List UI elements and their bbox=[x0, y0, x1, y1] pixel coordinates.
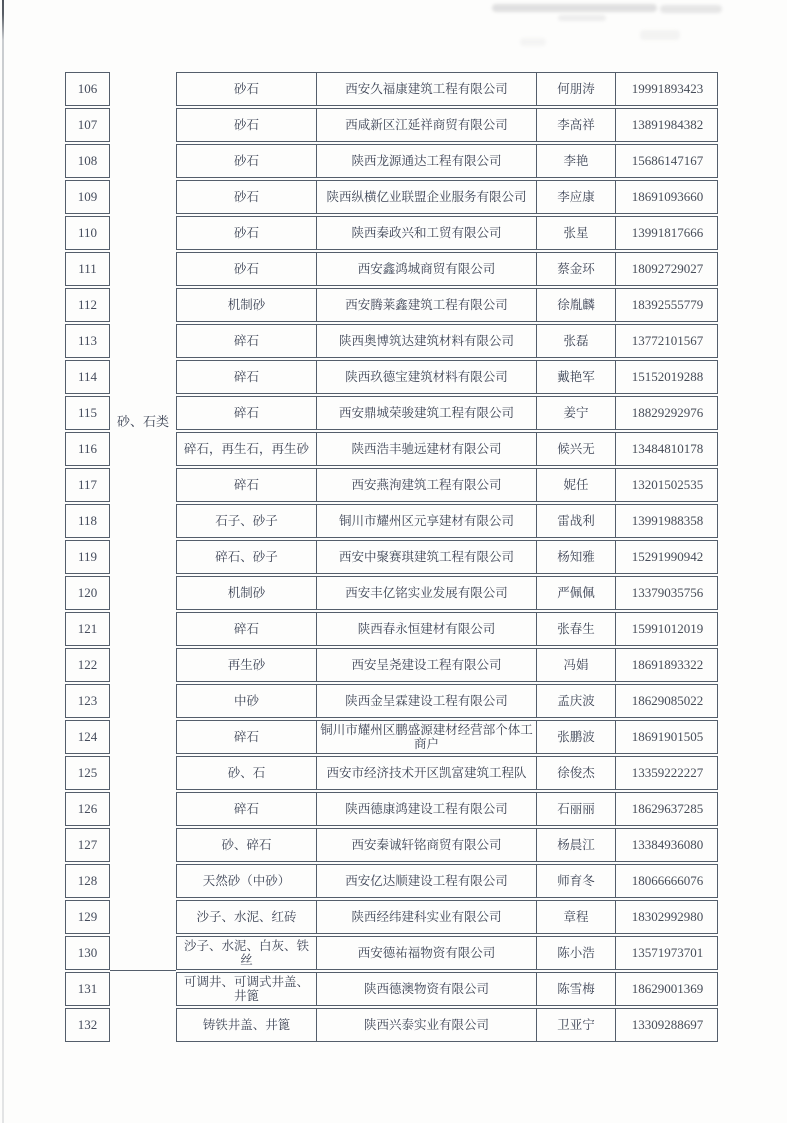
company-cell: 西安腾莱鑫建筑工程有限公司 bbox=[316, 289, 536, 321]
material-cell: 石子、砂子 bbox=[215, 514, 278, 528]
contact-cell: 张鹏波 bbox=[536, 721, 615, 753]
phone-cell: 18066666076 bbox=[615, 865, 719, 897]
phone-cell: 13359222227 bbox=[615, 757, 719, 789]
phone-cell: 13201502535 bbox=[615, 469, 719, 501]
row-number-column bbox=[65, 72, 110, 1042]
row-number-cell: 120 bbox=[65, 576, 110, 610]
row-number-cell: 119 bbox=[65, 540, 110, 574]
phone-cell: 13384936080 bbox=[615, 829, 719, 861]
material-cell: 碎石 bbox=[233, 478, 259, 492]
material-cell: 沙子、水泥、红砖 bbox=[196, 910, 297, 924]
company-cell: 铜川市耀州区鹏盛源建材经营部个体工商户 bbox=[316, 721, 536, 753]
company-cell: 西安久福康建筑工程有限公司 bbox=[316, 73, 536, 105]
company-cell: 西安鑫鸿城商贸有限公司 bbox=[316, 253, 536, 285]
table-row bbox=[176, 540, 718, 574]
company-cell: 陕西奥博筑达建筑材料有限公司 bbox=[316, 325, 536, 357]
category-column bbox=[110, 72, 176, 1042]
row-number-cell: 112 bbox=[65, 288, 110, 322]
phone-cell: 15291990942 bbox=[615, 541, 719, 573]
contact-cell: 严佩佩 bbox=[536, 577, 615, 609]
phone-cell: 13484810178 bbox=[615, 433, 719, 465]
phone-cell: 18829292976 bbox=[615, 397, 719, 429]
phone-cell: 13571973701 bbox=[615, 937, 719, 969]
table-row bbox=[176, 972, 718, 1006]
company-cell: 陕西兴泰实业有限公司 bbox=[316, 1009, 536, 1041]
row-number-cell: 123 bbox=[65, 684, 110, 718]
category-cell-divider bbox=[110, 970, 176, 971]
scan-artifact-left-edge bbox=[2, 0, 4, 1123]
phone-cell: 18092729027 bbox=[615, 253, 719, 285]
phone-cell: 18392555779 bbox=[615, 289, 719, 321]
phone-cell: 18691901505 bbox=[615, 721, 719, 753]
table-row bbox=[176, 648, 718, 682]
material-cell: 中砂 bbox=[233, 694, 259, 708]
company-cell: 陕西德康鸿建设工程有限公司 bbox=[316, 793, 536, 825]
row-number-cell: 126 bbox=[65, 792, 110, 826]
contact-cell: 何朋涛 bbox=[536, 73, 615, 105]
row-number-cell: 115 bbox=[65, 396, 110, 430]
row-number-cell: 122 bbox=[65, 648, 110, 682]
row-number-cell: 130 bbox=[65, 936, 110, 970]
material-cell: 机制砂 bbox=[227, 298, 266, 312]
table-row bbox=[176, 828, 718, 862]
contact-cell: 徐胤麟 bbox=[536, 289, 615, 321]
contact-cell: 李艳 bbox=[536, 145, 615, 177]
row-number-cell: 127 bbox=[65, 828, 110, 862]
contact-cell: 冯娟 bbox=[536, 649, 615, 681]
company-cell: 陕西纵横亿业联盟企业服务有限公司 bbox=[316, 181, 536, 213]
material-cell: 铸铁井盖、井篦 bbox=[202, 1018, 291, 1032]
row-number-cell: 124 bbox=[65, 720, 110, 754]
table-row bbox=[176, 396, 718, 430]
row-number-cell: 125 bbox=[65, 756, 110, 790]
contact-cell: 张星 bbox=[536, 217, 615, 249]
company-cell: 铜川市耀州区元享建材有限公司 bbox=[316, 505, 536, 537]
table-row bbox=[176, 252, 718, 286]
material-cell: 碎石，再生石，再生砂 bbox=[183, 442, 309, 456]
phone-cell: 19991893423 bbox=[615, 73, 719, 105]
row-number-cell: 114 bbox=[65, 360, 110, 394]
phone-cell: 18629001369 bbox=[615, 973, 719, 1005]
row-number-cell: 128 bbox=[65, 864, 110, 898]
phone-cell: 13772101567 bbox=[615, 325, 719, 357]
phone-cell: 18691093660 bbox=[615, 181, 719, 213]
phone-cell: 15152019288 bbox=[615, 361, 719, 393]
row-number-cell: 129 bbox=[65, 900, 110, 934]
row-number-cell: 121 bbox=[65, 612, 110, 646]
material-cell: 碎石 bbox=[233, 406, 259, 420]
company-cell: 陕西玖德宝建筑材料有限公司 bbox=[316, 361, 536, 393]
company-cell: 陕西龙源通达工程有限公司 bbox=[316, 145, 536, 177]
rows-block bbox=[176, 72, 718, 1042]
company-cell: 西安鼎城荣骏建筑工程有限公司 bbox=[316, 397, 536, 429]
company-cell: 西安亿达顺建设工程有限公司 bbox=[316, 865, 536, 897]
table-row bbox=[176, 216, 718, 250]
scan-artifact-smudge bbox=[492, 4, 657, 12]
material-cell: 再生砂 bbox=[227, 658, 266, 672]
material-cell: 砂、碎石 bbox=[221, 838, 272, 852]
company-cell: 西安德祐福物资有限公司 bbox=[316, 937, 536, 969]
table-row bbox=[176, 288, 718, 322]
contact-cell: 杨知雅 bbox=[536, 541, 615, 573]
material-cell: 碎石 bbox=[233, 730, 259, 744]
table-row bbox=[176, 108, 718, 142]
material-cell: 砂石 bbox=[233, 226, 259, 240]
contact-cell: 姜宁 bbox=[536, 397, 615, 429]
company-cell: 西安中聚赛琪建筑工程有限公司 bbox=[316, 541, 536, 573]
table-row bbox=[176, 432, 718, 466]
table-row bbox=[176, 792, 718, 826]
material-cell: 可调井、可调式井盖、井篦 bbox=[183, 975, 309, 1003]
table-row bbox=[176, 360, 718, 394]
contact-cell: 李应康 bbox=[536, 181, 615, 213]
table-row bbox=[176, 864, 718, 898]
scan-artifact-smudge bbox=[660, 5, 722, 13]
phone-cell: 18629637285 bbox=[615, 793, 719, 825]
row-number-cell: 110 bbox=[65, 216, 110, 250]
contact-cell: 妮任 bbox=[536, 469, 615, 501]
row-number-cell: 116 bbox=[65, 432, 110, 466]
contact-cell: 张春生 bbox=[536, 613, 615, 645]
company-cell: 陕西德澳物资有限公司 bbox=[316, 973, 536, 1005]
phone-cell: 13309288697 bbox=[615, 1009, 719, 1041]
material-cell: 砂石 bbox=[233, 190, 259, 204]
contact-cell: 雷战利 bbox=[536, 505, 615, 537]
row-number-cell: 109 bbox=[65, 180, 110, 214]
company-cell: 西安丰亿铭实业发展有限公司 bbox=[316, 577, 536, 609]
contact-cell: 候兴无 bbox=[536, 433, 615, 465]
company-cell: 陕西金呈霖建设工程有限公司 bbox=[316, 685, 536, 717]
company-cell: 陕西浩丰驰远建材有限公司 bbox=[316, 433, 536, 465]
contact-cell: 杨晨江 bbox=[536, 829, 615, 861]
phone-cell: 15991012019 bbox=[615, 613, 719, 645]
contact-cell: 戴艳军 bbox=[536, 361, 615, 393]
contact-cell: 孟庆波 bbox=[536, 685, 615, 717]
contact-cell: 徐俊杰 bbox=[536, 757, 615, 789]
contact-cell: 张磊 bbox=[536, 325, 615, 357]
company-cell: 陕西秦政兴和工贸有限公司 bbox=[316, 217, 536, 249]
contact-cell: 卫亚宁 bbox=[536, 1009, 615, 1041]
contact-cell: 陈小浩 bbox=[536, 937, 615, 969]
contact-cell: 石丽丽 bbox=[536, 793, 615, 825]
contact-cell: 李高祥 bbox=[536, 109, 615, 141]
contact-cell: 章程 bbox=[536, 901, 615, 933]
company-cell: 西安秦诚轩铭商贸有限公司 bbox=[316, 829, 536, 861]
row-number-cell: 107 bbox=[65, 108, 110, 142]
material-cell: 碎石 bbox=[233, 802, 259, 816]
table-row bbox=[176, 576, 718, 610]
contact-cell: 师育冬 bbox=[536, 865, 615, 897]
table-row bbox=[176, 1008, 718, 1042]
row-number-cell: 132 bbox=[65, 1008, 110, 1042]
material-cell: 砂石 bbox=[233, 118, 259, 132]
table-row bbox=[176, 144, 718, 178]
contact-cell: 蔡金环 bbox=[536, 253, 615, 285]
scan-artifact-smudge bbox=[640, 30, 680, 40]
table-row bbox=[176, 180, 718, 214]
material-cell: 砂石 bbox=[233, 262, 259, 276]
table-row bbox=[176, 720, 718, 754]
material-cell: 砂石 bbox=[233, 154, 259, 168]
company-cell: 西安呈尧建设工程有限公司 bbox=[316, 649, 536, 681]
phone-cell: 18302992980 bbox=[615, 901, 719, 933]
phone-cell: 13891984382 bbox=[615, 109, 719, 141]
table-row bbox=[176, 684, 718, 718]
material-cell: 碎石 bbox=[233, 370, 259, 384]
table-row bbox=[176, 324, 718, 358]
table-row bbox=[176, 468, 718, 502]
row-number-cell: 131 bbox=[65, 972, 110, 1006]
phone-cell: 13379035756 bbox=[615, 577, 719, 609]
row-number-cell: 111 bbox=[65, 252, 110, 286]
row-number-cell: 106 bbox=[65, 72, 110, 106]
company-cell: 西安市经济技术开区凯富建筑工程队 bbox=[316, 757, 536, 789]
supplier-table bbox=[65, 72, 718, 1042]
phone-cell: 18629085022 bbox=[615, 685, 719, 717]
company-cell: 陕西经纬建科实业有限公司 bbox=[316, 901, 536, 933]
table-row bbox=[176, 72, 718, 106]
material-cell: 机制砂 bbox=[227, 586, 266, 600]
phone-cell: 13991988358 bbox=[615, 505, 719, 537]
row-number-cell: 117 bbox=[65, 468, 110, 502]
phone-cell: 15686147167 bbox=[615, 145, 719, 177]
scan-artifact-smudge bbox=[520, 38, 546, 46]
material-cell: 砂、石 bbox=[227, 766, 266, 780]
material-cell: 碎石、砂子 bbox=[215, 550, 278, 564]
table-row bbox=[176, 756, 718, 790]
material-cell: 砂石 bbox=[233, 82, 259, 96]
table-row bbox=[176, 936, 718, 970]
material-cell: 碎石 bbox=[233, 622, 259, 636]
row-number-cell: 118 bbox=[65, 504, 110, 538]
row-number-cell: 108 bbox=[65, 144, 110, 178]
scan-artifact-smudge bbox=[558, 15, 606, 21]
material-cell: 碎石 bbox=[233, 334, 259, 348]
company-cell: 西咸新区江延祥商贸有限公司 bbox=[316, 109, 536, 141]
company-cell: 陕西春永恒建材有限公司 bbox=[316, 613, 536, 645]
category-label: 砂、石类 bbox=[116, 414, 169, 429]
table-row bbox=[176, 612, 718, 646]
contact-cell: 陈雪梅 bbox=[536, 973, 615, 1005]
table-row bbox=[176, 900, 718, 934]
phone-cell: 13991817666 bbox=[615, 217, 719, 249]
phone-cell: 18691893322 bbox=[615, 649, 719, 681]
row-number-cell: 113 bbox=[65, 324, 110, 358]
table-row bbox=[176, 504, 718, 538]
company-cell: 西安燕洵建筑工程有限公司 bbox=[316, 469, 536, 501]
material-cell: 沙子、水泥、白灰、铁丝 bbox=[183, 939, 309, 967]
material-cell: 天然砂（中砂） bbox=[202, 874, 291, 888]
